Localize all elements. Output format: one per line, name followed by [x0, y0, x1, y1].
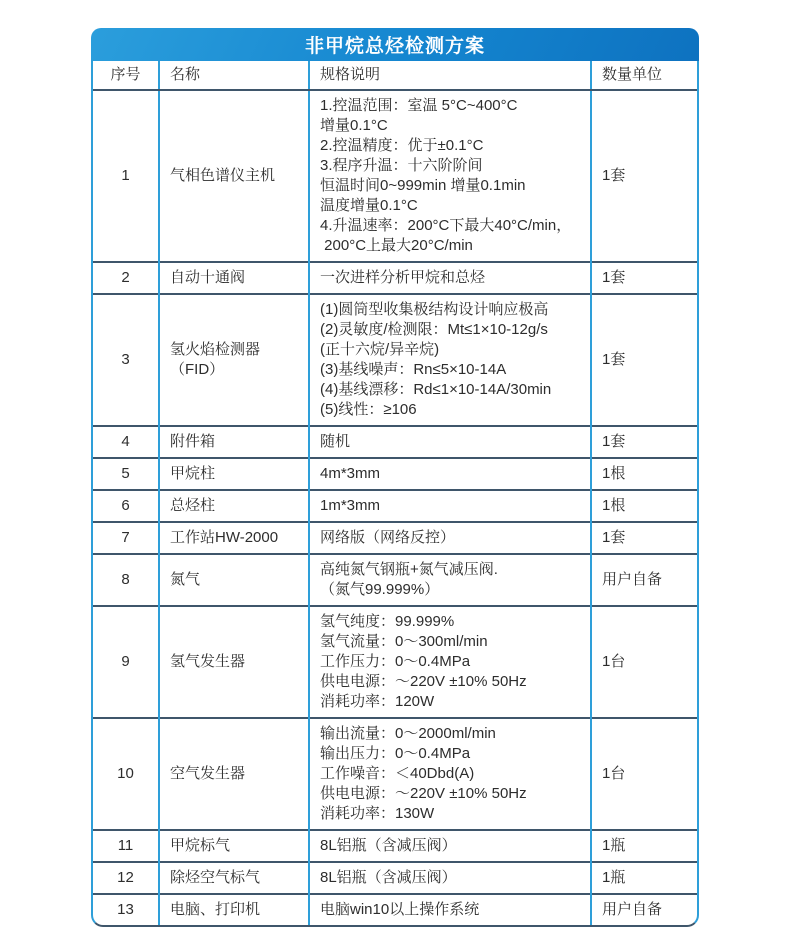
- spec-line: (正十六烷/异辛烷): [320, 341, 440, 358]
- row-spec-cell: [309, 606, 591, 718]
- spec-line: (2)灵敏度/检测限：Mt≤1×10-12g/s: [320, 321, 548, 338]
- row-no-cell: 1: [121, 167, 130, 184]
- row-name-cell: 氮气: [159, 554, 309, 606]
- row-name-cell: 附件箱: [159, 426, 309, 458]
- row-spec-cell: [309, 554, 591, 606]
- row-no-cell: 12: [93, 862, 159, 894]
- spec-line: 恒温时间0~999min 增量0.1min: [320, 177, 526, 194]
- spec-line: 供电电源：～220V ±10% 50Hz: [320, 785, 527, 802]
- row-name-cell: 氢火焰检测器（FID）: [159, 294, 309, 426]
- row-qty-cell: 1套: [591, 90, 697, 262]
- spec-line: 氢气纯度：99.999%: [320, 613, 455, 630]
- spec-line: 增量0.1°C: [320, 117, 388, 134]
- header-qty: 数量单位: [591, 61, 697, 90]
- table-row: [93, 718, 697, 830]
- row-spec-cell: [309, 862, 591, 894]
- spec-line: 1.控温范围：室温 5°C~400°C: [320, 97, 518, 114]
- table-row: [93, 294, 697, 426]
- spec-line: 氢气流量：0～300ml/min: [320, 633, 488, 650]
- row-name-cell: 甲烷柱: [159, 458, 309, 490]
- spec-line: 3.程序升温：十六阶阶间: [320, 157, 483, 174]
- row-no-cell: 4: [93, 426, 159, 458]
- spec-line: (4)基线漂移：Rd≤1×10-14A/30min: [320, 381, 552, 398]
- header-spec: 规格说明: [309, 61, 591, 90]
- row-qty-cell: 1套: [591, 294, 697, 426]
- table-row: [93, 894, 697, 925]
- spec-line: 消耗功率：130W: [320, 805, 435, 822]
- table-body: [93, 90, 697, 925]
- row-no-cell: 6: [93, 490, 159, 522]
- spec-line: 输出压力：0～0.4MPa: [320, 745, 471, 762]
- spec-line: 供电电源：～220V ±10% 50Hz: [320, 673, 527, 690]
- spec-line: (5)线性：≥106: [320, 401, 417, 418]
- table-row: [93, 862, 697, 894]
- table-row: [93, 458, 697, 490]
- table-row: [93, 90, 697, 262]
- spec-sheet: [91, 28, 699, 927]
- spec-line: 1m*3mm: [320, 497, 381, 514]
- spec-line: 8L铝瓶（含减压阀）: [320, 837, 457, 854]
- spec-line: 4m*3mm: [320, 465, 381, 482]
- row-spec-cell: [309, 490, 591, 522]
- row-spec-cell: [309, 458, 591, 490]
- row-qty-cell: 用户自备: [591, 894, 697, 925]
- row-qty-cell: 1套: [591, 522, 697, 554]
- header-name: 名称: [159, 61, 309, 90]
- row-qty-cell: 1套: [591, 426, 697, 458]
- table-row: [93, 554, 697, 606]
- spec-line: 工作噪音：＜40Dbd(A): [320, 765, 475, 782]
- row-no-cell: 8: [93, 554, 159, 606]
- header-row: [93, 61, 697, 90]
- spec-line: 温度增量0.1°C: [320, 197, 418, 214]
- spec-line: 电脑win10以上操作系统: [320, 901, 480, 918]
- row-spec-cell: [309, 294, 591, 426]
- row-name-cell: 除烃空气标气: [159, 862, 309, 894]
- row-no-cell: 11: [93, 830, 159, 862]
- table-row: [93, 262, 697, 294]
- row-no-cell: 2: [93, 262, 159, 294]
- row-qty-cell: 1瓶: [591, 862, 697, 894]
- spec-line: 4.升温速率：200°C下最大40°C/min，: [320, 217, 572, 234]
- row-name-cell: 电脑、打印机: [159, 894, 309, 925]
- spec-line: 一次进样分析甲烷和总烃: [320, 269, 486, 286]
- table-row: [93, 426, 697, 458]
- row-no-cell: 10: [93, 718, 159, 830]
- row-name-cell: 自动十通阀: [159, 262, 309, 294]
- table-row: [93, 490, 697, 522]
- spec-line: 网络版（网络反控）: [320, 529, 456, 546]
- table-row: [93, 606, 697, 718]
- row-spec-cell: [309, 718, 591, 830]
- row-name-cell: 甲烷标气: [159, 830, 309, 862]
- header-no: 序号: [93, 61, 159, 90]
- spec-line: 工作压力：0～0.4MPa: [320, 653, 471, 670]
- spec-line: 输出流量：0～2000ml/min: [320, 725, 496, 742]
- row-spec-cell: [309, 894, 591, 925]
- table-title: 非甲烷总烃检测方案: [304, 36, 485, 57]
- spec-line: 8L铝瓶（含减压阀）: [320, 869, 457, 886]
- spec-line: (3)基线噪声：Rn≤5×10-14A: [320, 361, 507, 378]
- row-no-cell: 13: [93, 894, 159, 925]
- table-row: [93, 830, 697, 862]
- spec-line: 高纯氮气钢瓶+氮气减压阀.: [320, 561, 498, 578]
- spec-table: [93, 61, 697, 925]
- table-title-bar: [91, 28, 699, 61]
- row-qty-cell: 1瓶: [591, 830, 697, 862]
- row-qty-cell: 1根: [591, 490, 697, 522]
- row-spec-cell: [309, 262, 591, 294]
- row-no-cell: 9: [93, 606, 159, 718]
- row-qty-cell: 1台: [591, 606, 697, 718]
- row-name-cell: 氢气发生器: [159, 606, 309, 718]
- spec-line: 消耗功率：120W: [320, 693, 435, 710]
- row-no-cell: 7: [93, 522, 159, 554]
- row-no-cell: 3: [93, 294, 159, 426]
- row-name-cell: 工作站HW-2000: [159, 522, 309, 554]
- row-no-cell: 5: [93, 458, 159, 490]
- row-spec-cell: [309, 522, 591, 554]
- row-name-cell: 总烃柱: [159, 490, 309, 522]
- spec-line: 200°C上最大20°C/min: [320, 237, 473, 254]
- spec-table-frame: [91, 61, 699, 927]
- row-name-cell: 空气发生器: [159, 718, 309, 830]
- row-spec-cell: [309, 830, 591, 862]
- row-qty-cell: 用户自备: [591, 554, 697, 606]
- row-qty-cell: 1根: [591, 458, 697, 490]
- row-qty-cell: 1台: [591, 718, 697, 830]
- row-spec-cell: [309, 90, 591, 262]
- table-row: [93, 522, 697, 554]
- row-name-cell: 气相色谱仪主机: [159, 90, 309, 262]
- row-qty-cell: 1套: [591, 262, 697, 294]
- spec-line: 2.控温精度：优于±0.1°C: [320, 137, 484, 154]
- spec-line: (1)圆筒型收集极结构设计响应极高: [320, 301, 549, 318]
- spec-line: （氮气99.999%）: [320, 581, 440, 598]
- spec-line: 随机: [320, 433, 351, 450]
- row-spec-cell: [309, 426, 591, 458]
